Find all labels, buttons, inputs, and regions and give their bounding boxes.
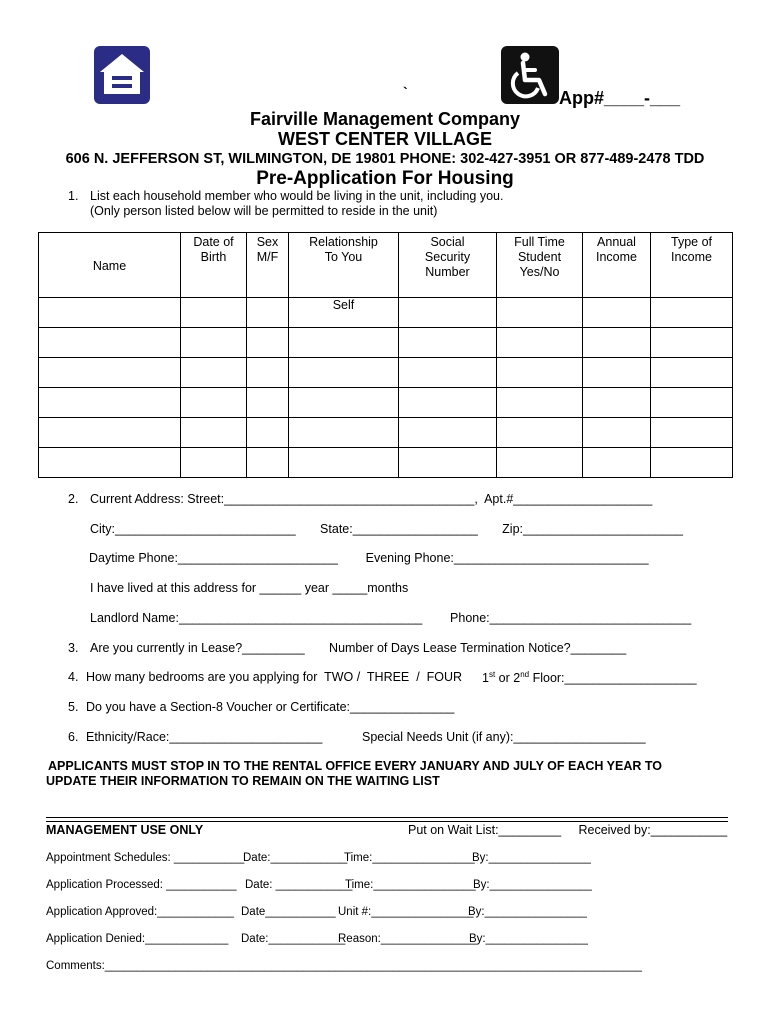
table-cell[interactable] [651, 298, 733, 328]
table-cell[interactable] [399, 418, 497, 448]
table-cell[interactable] [247, 328, 289, 358]
comments-field[interactable]: Comments:____________________________________________________________________________________ [46, 960, 643, 972]
table-cell[interactable] [497, 448, 583, 478]
landlord-field[interactable]: Landlord Name:___________________________________ Phone:_____________________________ [90, 611, 692, 625]
table-cell[interactable] [497, 388, 583, 418]
denied-reason-field[interactable]: Reason:_______________ [338, 933, 477, 945]
table-row [39, 298, 733, 328]
table-cell[interactable] [39, 388, 181, 418]
table-cell[interactable] [247, 388, 289, 418]
table-cell[interactable] [583, 358, 651, 388]
table-cell[interactable] [39, 358, 181, 388]
header-name-label: Name [92, 258, 127, 273]
table-cell[interactable] [289, 358, 399, 388]
self-label: Self [332, 298, 355, 312]
table-cell[interactable] [651, 388, 733, 418]
header-label: Relationship [309, 235, 378, 249]
header-label: Yes/No [519, 265, 560, 279]
table-cell[interactable] [39, 448, 181, 478]
approved-unit-field[interactable]: Unit #:________________ [338, 906, 474, 918]
q4-number: 4. [68, 670, 79, 684]
special-needs-field[interactable]: Special Needs Unit (if any):___________________ [362, 730, 646, 744]
table-row [39, 328, 733, 358]
table-cell[interactable] [289, 328, 399, 358]
header-label: Number [425, 265, 470, 279]
floor-first: 1 [482, 671, 489, 686]
header-income-type [651, 233, 733, 298]
table-cell[interactable] [247, 358, 289, 388]
processed-time-field[interactable]: Time:________________ [345, 879, 476, 891]
header-label: Birth [200, 250, 227, 264]
header-label: To You [324, 250, 363, 264]
ethnicity-field[interactable]: Ethnicity/Race:______________________ [86, 730, 323, 744]
table-cell[interactable] [39, 418, 181, 448]
floor-field[interactable] [482, 670, 697, 685]
header-label: Social [430, 235, 465, 249]
approved-date-field[interactable]: Date___________ [241, 906, 336, 918]
table-row [39, 358, 733, 388]
q1-line2: (Only person listed below will be permitted to reside in the unit) [90, 204, 438, 218]
header-label: Student [517, 250, 562, 264]
table-cell[interactable] [247, 448, 289, 478]
header-label: Sex [256, 235, 279, 249]
table-cell[interactable] [39, 328, 181, 358]
table-cell[interactable] [583, 298, 651, 328]
floor-or: or 2 [495, 671, 521, 686]
header-label: Income [671, 250, 712, 264]
table-cell[interactable] [181, 388, 247, 418]
table-cell[interactable] [399, 298, 497, 328]
table-cell[interactable] [583, 328, 651, 358]
divider [46, 817, 728, 822]
processed-field[interactable]: Application Processed: ___________ [46, 879, 237, 891]
lease-field[interactable]: Are you currently in Lease?_________ Number of Days Lease Termination Notice?________ [90, 641, 627, 655]
header-label: M/F [256, 250, 279, 264]
q3-number: 3. [68, 641, 79, 655]
table-cell[interactable] [583, 418, 651, 448]
header-annual-income [583, 233, 651, 298]
table-cell[interactable] [651, 418, 733, 448]
q1-line1: List each household member who would be living in the unit, including you. [90, 189, 504, 203]
table-cell[interactable] [181, 298, 247, 328]
processed-by-field[interactable]: By:________________ [473, 879, 592, 891]
section8-field[interactable]: Do you have a Section-8 Voucher or Certificate:_______________ [86, 700, 455, 714]
header-label: Full Time [514, 235, 565, 249]
table-cell[interactable] [399, 388, 497, 418]
table-cell[interactable] [497, 328, 583, 358]
appointment-field[interactable]: Appointment Schedules: ___________ [46, 852, 245, 864]
phone-fields[interactable]: Daytime Phone:_______________________ Evening Phone:____________________________ [89, 551, 649, 565]
table-cell[interactable] [583, 388, 651, 418]
property-name: WEST CENTER VILLAGE [277, 129, 492, 149]
form-title: Pre-Application For Housing [256, 168, 514, 189]
wheelchair-icon [501, 46, 559, 104]
table-cell[interactable] [181, 418, 247, 448]
city-state-zip-field[interactable]: City:__________________________ State:__________________ Zip:_______________________ [90, 522, 683, 536]
stray-mark: ` [403, 84, 408, 100]
table-row [39, 388, 733, 418]
q5-number: 5. [68, 700, 79, 714]
floor-second-sup: nd [520, 670, 530, 679]
table-cell[interactable] [247, 298, 289, 328]
table-cell[interactable] [181, 448, 247, 478]
table-cell[interactable] [583, 448, 651, 478]
appointment-date-field[interactable]: Date:____________ [243, 852, 348, 864]
current-address-field[interactable]: Current Address: Street:____________________________________, Apt.#____________________ [90, 492, 653, 506]
header-dob [181, 233, 247, 298]
appointment-time-field[interactable]: Time:________________ [344, 852, 475, 864]
lived-at-address-field[interactable]: I have lived at this address for ______ year _____months [90, 581, 409, 595]
table-cell[interactable] [399, 358, 497, 388]
denied-field[interactable]: Application Denied:_____________ [46, 933, 229, 945]
table-cell[interactable] [289, 448, 399, 478]
denied-date-field[interactable]: Date:____________ [241, 933, 346, 945]
appointment-by-field[interactable]: By:________________ [472, 852, 591, 864]
floor-end: Floor:___________________ [529, 671, 697, 686]
company-name: Fairville Management Company [249, 109, 521, 129]
table-cell[interactable] [399, 328, 497, 358]
q6-number: 6. [68, 730, 79, 744]
processed-date-field[interactable]: Date: ____________ [245, 879, 353, 891]
table-cell[interactable] [289, 418, 399, 448]
table-cell[interactable] [399, 448, 497, 478]
table-header-row [39, 233, 733, 298]
table-cell[interactable] [651, 328, 733, 358]
table-cell[interactable] [651, 448, 733, 478]
management-title: MANAGEMENT USE ONLY [46, 823, 204, 837]
household-table [38, 232, 733, 478]
q1-number: 1. [68, 189, 79, 203]
notice-line-2: UPDATE THEIR INFORMATION TO REMAIN ON THE WAITING LIST [46, 774, 440, 788]
notice-line-1: APPLICANTS MUST STOP IN TO THE RENTAL OFFICE EVERY JANUARY AND JULY OF EACH YEAR TO [48, 759, 662, 773]
table-cell[interactable] [497, 358, 583, 388]
approved-field[interactable]: Application Approved:____________ [46, 906, 234, 918]
header-label: Security [424, 250, 471, 264]
table-cell[interactable] [289, 388, 399, 418]
floor-first-sup: st [488, 670, 496, 679]
header-label: Income [596, 250, 637, 264]
header-name [39, 233, 181, 298]
header-ssn [399, 233, 497, 298]
equal-housing-icon [94, 46, 150, 104]
header-label: Date of [193, 235, 234, 249]
wait-list-field[interactable]: Put on Wait List:_________ Received by:___________ [408, 823, 728, 837]
table-cell[interactable] [497, 418, 583, 448]
table-cell[interactable] [497, 298, 583, 328]
relationship-self-cell[interactable] [289, 298, 399, 328]
table-cell[interactable] [39, 298, 181, 328]
table-row [39, 418, 733, 448]
table-cell[interactable] [181, 328, 247, 358]
app-number: App#____-___ [559, 88, 681, 108]
header-label: Type of [671, 235, 712, 249]
header-relationship [289, 233, 399, 298]
header-student [497, 233, 583, 298]
table-cell[interactable] [651, 358, 733, 388]
header-sex [247, 233, 289, 298]
q2-number: 2. [68, 492, 79, 506]
table-row [39, 448, 733, 478]
denied-by-field[interactable]: By:________________ [469, 933, 588, 945]
approved-by-field[interactable]: By:________________ [468, 906, 587, 918]
header-label: Annual [597, 235, 636, 249]
address-line: 606 N. JEFFERSON ST, WILMINGTON, DE 19801 PHONE: 302-427-3951 OR 877-489-2478 TDD [65, 151, 705, 167]
table-cell[interactable] [247, 418, 289, 448]
table-cell[interactable] [181, 358, 247, 388]
bedrooms-field[interactable]: How many bedrooms are you applying for TWO / THREE / FOUR [86, 670, 463, 684]
